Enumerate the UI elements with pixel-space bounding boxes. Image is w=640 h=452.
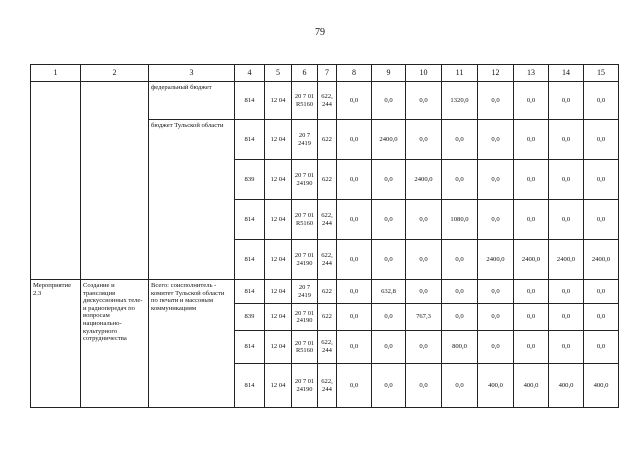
header-cell: 3 xyxy=(149,65,235,82)
data-cell: 0,0 xyxy=(442,240,478,280)
header-cell: 6 xyxy=(292,65,318,82)
data-cell: 0,0 xyxy=(337,331,372,364)
header-cell: 4 xyxy=(235,65,265,82)
data-cell: 839 xyxy=(235,304,265,331)
data-cell: 0,0 xyxy=(337,120,372,160)
data-cell: 0,0 xyxy=(478,331,514,364)
data-cell: 20 7 01 24190 xyxy=(292,304,318,331)
source-cell: Всего: соисполнитель - комитет Тульской области по печати и массовым коммуникациям xyxy=(149,280,235,408)
header-cell: 12 xyxy=(478,65,514,82)
data-cell: 0,0 xyxy=(337,160,372,200)
data-cell: 20 7 2419 xyxy=(292,120,318,160)
table-row xyxy=(31,280,619,304)
data-cell: 1320,0 xyxy=(442,82,478,120)
header-cell: 8 xyxy=(337,65,372,82)
data-cell: 0,0 xyxy=(584,120,619,160)
data-cell: 800,0 xyxy=(442,331,478,364)
header-cell: 5 xyxy=(265,65,292,82)
data-cell: 622 xyxy=(318,160,337,200)
data-cell: 0,0 xyxy=(549,200,584,240)
data-cell: 0,0 xyxy=(478,160,514,200)
event-cell: Мероприятие 2.3 xyxy=(31,280,81,408)
data-cell: 2400,0 xyxy=(406,160,442,200)
data-cell: 2400,0 xyxy=(372,120,406,160)
data-cell: 2400,0 xyxy=(478,240,514,280)
data-cell: 20 7 01 24190 xyxy=(292,160,318,200)
data-cell: 12 04 xyxy=(265,82,292,120)
data-cell: 400,0 xyxy=(584,364,619,408)
data-cell: 814 xyxy=(235,82,265,120)
data-cell: 0,0 xyxy=(584,200,619,240)
data-cell: 0,0 xyxy=(406,120,442,160)
data-cell: 0,0 xyxy=(478,280,514,304)
header-cell: 11 xyxy=(442,65,478,82)
data-cell: 12 04 xyxy=(265,280,292,304)
page-number: 79 xyxy=(315,27,325,38)
data-cell: 0,0 xyxy=(514,200,549,240)
data-cell: 20 7 01 24190 xyxy=(292,240,318,280)
data-cell: 20 7 01 R5160 xyxy=(292,82,318,120)
data-cell: 0,0 xyxy=(514,82,549,120)
data-cell: 622, 244 xyxy=(318,331,337,364)
data-cell: 767,3 xyxy=(406,304,442,331)
data-cell: 0,0 xyxy=(478,120,514,160)
data-cell: 814 xyxy=(235,280,265,304)
description-cell: Создание и трансляция дискуссионных теле- и радиопередач по вопросам национально-культурного сотрудничества xyxy=(81,280,149,408)
data-cell: 0,0 xyxy=(406,82,442,120)
data-cell: 400,0 xyxy=(549,364,584,408)
data-cell: 0,0 xyxy=(372,160,406,200)
data-cell: 0,0 xyxy=(549,280,584,304)
data-cell: 814 xyxy=(235,331,265,364)
data-cell: 0,0 xyxy=(549,304,584,331)
data-cell: 0,0 xyxy=(478,200,514,240)
data-cell: 12 04 xyxy=(265,331,292,364)
data-cell: 0,0 xyxy=(372,240,406,280)
data-cell: 20 7 2419 xyxy=(292,280,318,304)
data-cell: 12 04 xyxy=(265,240,292,280)
header-cell: 7 xyxy=(318,65,337,82)
data-cell: 20 7 01 24190 xyxy=(292,364,318,408)
data-cell: 0,0 xyxy=(337,240,372,280)
header-cell: 2 xyxy=(81,65,149,82)
data-cell: 814 xyxy=(235,364,265,408)
data-cell: 0,0 xyxy=(514,120,549,160)
source-cell: бюджет Тульской области xyxy=(149,120,235,280)
data-cell: 622 xyxy=(318,304,337,331)
data-cell: 814 xyxy=(235,240,265,280)
data-cell: 0,0 xyxy=(514,280,549,304)
data-cell: 0,0 xyxy=(406,331,442,364)
data-cell: 0,0 xyxy=(337,82,372,120)
data-cell: 12 04 xyxy=(265,120,292,160)
data-cell: 400,0 xyxy=(514,364,549,408)
data-cell: 2400,0 xyxy=(584,240,619,280)
data-cell: 0,0 xyxy=(549,120,584,160)
data-cell: 0,0 xyxy=(478,82,514,120)
data-cell: 0,0 xyxy=(372,304,406,331)
data-cell: 0,0 xyxy=(442,280,478,304)
data-cell: 622, 244 xyxy=(318,364,337,408)
data-cell: 0,0 xyxy=(549,331,584,364)
data-cell: 12 04 xyxy=(265,200,292,240)
data-cell: 0,0 xyxy=(549,160,584,200)
data-cell: 0,0 xyxy=(584,82,619,120)
data-cell: 839 xyxy=(235,160,265,200)
data-cell: 0,0 xyxy=(372,331,406,364)
data-cell: 0,0 xyxy=(372,82,406,120)
data-cell: 0,0 xyxy=(406,364,442,408)
budget-table xyxy=(30,64,619,408)
data-cell: 0,0 xyxy=(514,331,549,364)
data-cell: 0,0 xyxy=(442,160,478,200)
data-cell: 0,0 xyxy=(372,364,406,408)
data-cell: 622, 244 xyxy=(318,82,337,120)
data-cell: 0,0 xyxy=(478,304,514,331)
data-cell: 0,0 xyxy=(337,280,372,304)
data-cell: 20 7 01 R5160 xyxy=(292,200,318,240)
data-cell: 632,8 xyxy=(372,280,406,304)
data-cell: 622 xyxy=(318,120,337,160)
data-cell: 0,0 xyxy=(337,200,372,240)
data-cell: 2400,0 xyxy=(549,240,584,280)
table-row xyxy=(31,82,619,120)
data-cell: 12 04 xyxy=(265,364,292,408)
data-cell: 0,0 xyxy=(514,160,549,200)
event-cell xyxy=(31,82,81,280)
data-cell: 12 04 xyxy=(265,160,292,200)
data-cell: 0,0 xyxy=(442,120,478,160)
data-cell: 622 xyxy=(318,280,337,304)
data-cell: 0,0 xyxy=(584,160,619,200)
data-cell: 12 04 xyxy=(265,304,292,331)
data-cell: 0,0 xyxy=(337,304,372,331)
data-cell: 0,0 xyxy=(406,240,442,280)
data-cell: 0,0 xyxy=(584,280,619,304)
header-cell: 9 xyxy=(372,65,406,82)
data-cell: 622, 244 xyxy=(318,200,337,240)
data-cell: 814 xyxy=(235,200,265,240)
header-cell: 1 xyxy=(31,65,81,82)
source-cell: федеральный бюджет xyxy=(149,82,235,120)
header-row xyxy=(31,65,619,82)
header-cell: 14 xyxy=(549,65,584,82)
data-cell: 0,0 xyxy=(372,200,406,240)
data-cell: 0,0 xyxy=(337,364,372,408)
data-cell: 622, 244 xyxy=(318,240,337,280)
data-cell: 20 7 01 R5160 xyxy=(292,331,318,364)
data-cell: 0,0 xyxy=(442,364,478,408)
data-cell: 0,0 xyxy=(584,304,619,331)
data-cell: 0,0 xyxy=(514,304,549,331)
header-cell: 15 xyxy=(584,65,619,82)
data-cell: 400,0 xyxy=(478,364,514,408)
data-cell: 0,0 xyxy=(406,200,442,240)
data-cell: 0,0 xyxy=(549,82,584,120)
header-cell: 10 xyxy=(406,65,442,82)
data-cell: 0,0 xyxy=(406,280,442,304)
data-cell: 0,0 xyxy=(584,331,619,364)
description-cell xyxy=(81,82,149,280)
data-cell: 2400,0 xyxy=(514,240,549,280)
data-cell: 1080,0 xyxy=(442,200,478,240)
header-cell: 13 xyxy=(514,65,549,82)
data-cell: 814 xyxy=(235,120,265,160)
data-cell: 0,0 xyxy=(442,304,478,331)
